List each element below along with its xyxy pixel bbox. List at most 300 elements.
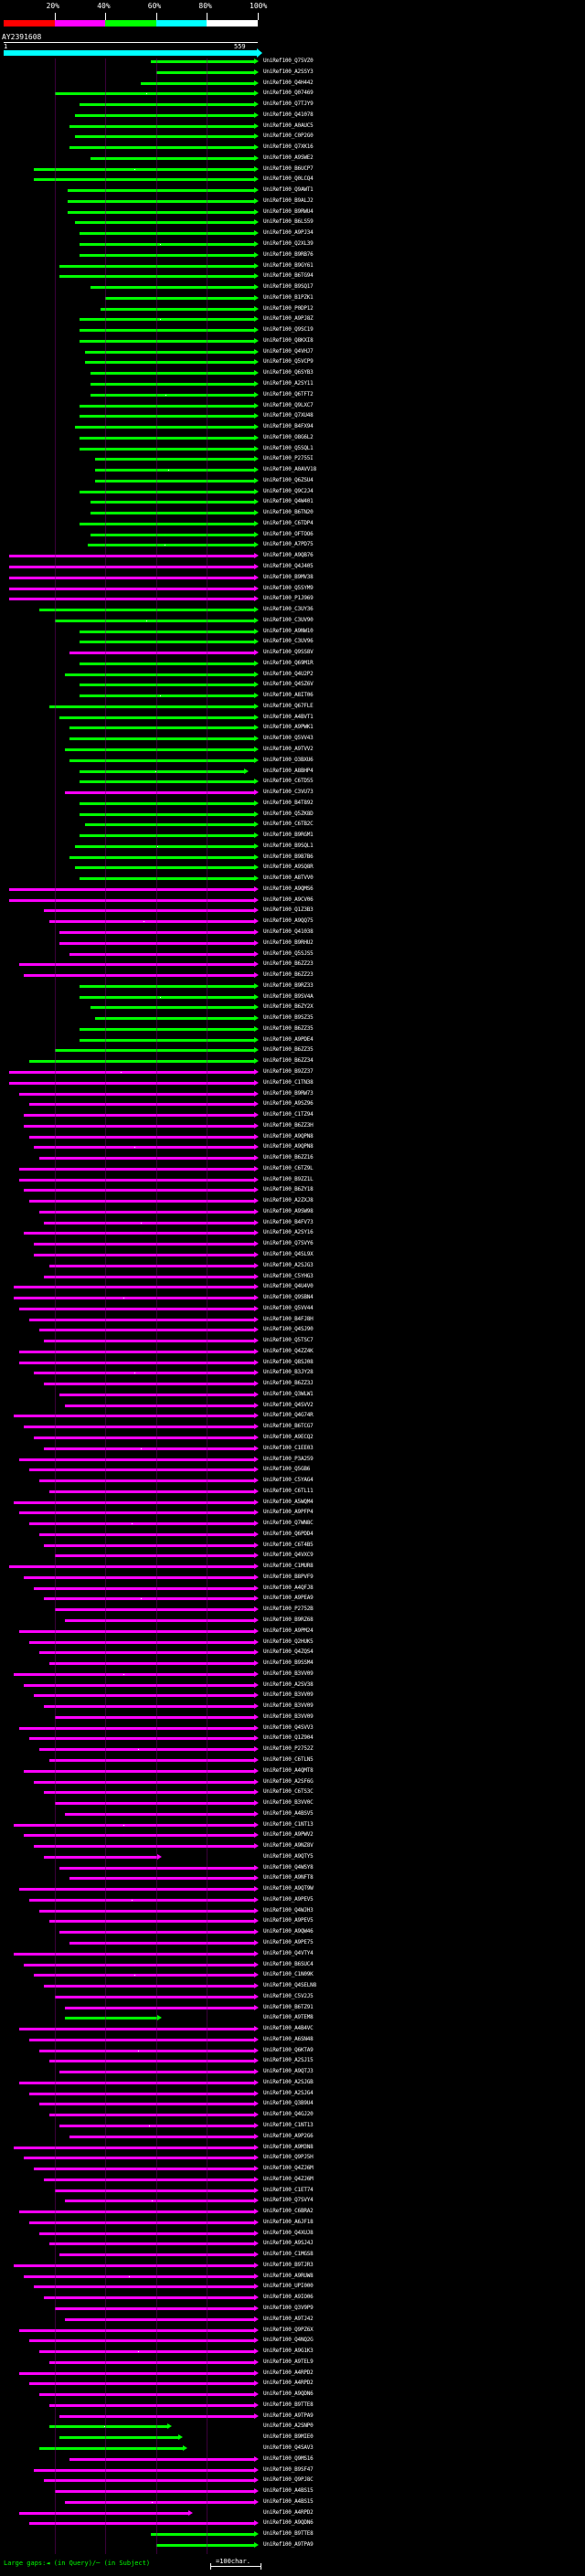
alignment-bar[interactable]: [49, 1759, 254, 1762]
hit-label[interactable]: UniRef100_C1NT13: [263, 2122, 314, 2128]
alignment-bar[interactable]: [24, 1834, 254, 1837]
hit-label[interactable]: UniRef100_B9B7B6: [263, 853, 314, 860]
hit-label[interactable]: UniRef100_A9QPN8: [263, 1143, 314, 1150]
alignment-bar[interactable]: [24, 1684, 254, 1687]
hit-label[interactable]: UniRef100_Q5VCP9: [263, 358, 314, 366]
alignment-bar[interactable]: [55, 620, 254, 622]
alignment-bar[interactable]: [55, 1996, 254, 1998]
hit-label[interactable]: UniRef100_B6ZZ34: [263, 1057, 314, 1065]
hit-label[interactable]: UniRef100_A0AUC5: [263, 122, 314, 129]
hit-label[interactable]: UniRef100_P2752B: [263, 1606, 314, 1613]
alignment-bar[interactable]: [69, 2136, 254, 2138]
alignment-bar[interactable]: [29, 2093, 254, 2095]
hit-label[interactable]: UniRef100_Q5SYM9: [263, 584, 314, 591]
alignment-bar[interactable]: [65, 791, 254, 794]
hit-label[interactable]: UniRef100_B6ZZ3J: [263, 1380, 314, 1387]
hit-label[interactable]: UniRef100_P2752Z: [263, 1745, 314, 1753]
alignment-bar[interactable]: [39, 2050, 254, 2052]
hit-label[interactable]: UniRef100_B9TTE8: [263, 2530, 314, 2538]
hit-label[interactable]: UniRef100_A9TEL9: [263, 2358, 314, 2365]
alignment-bar[interactable]: [9, 1082, 254, 1085]
alignment-bar[interactable]: [19, 2512, 188, 2515]
hit-label[interactable]: UniRef100_Q4VHJ7: [263, 347, 314, 355]
alignment-bar[interactable]: [69, 125, 254, 128]
alignment-bar[interactable]: [49, 1490, 254, 1493]
alignment-bar[interactable]: [90, 157, 254, 160]
alignment-bar[interactable]: [69, 759, 254, 762]
hit-label[interactable]: UniRef100_A9SJ4J: [263, 2240, 314, 2247]
hit-label[interactable]: UniRef100_Q6ZSU4: [263, 476, 314, 483]
hit-label[interactable]: UniRef100_B6ZZ23: [263, 960, 314, 968]
alignment-bar[interactable]: [29, 2039, 254, 2041]
hit-label[interactable]: UniRef100_Q4ZJ6M: [263, 2165, 314, 2172]
hit-label[interactable]: UniRef100_Q0LCQ4: [263, 175, 314, 183]
alignment-bar[interactable]: [65, 1619, 254, 1622]
hit-label[interactable]: UniRef100_Q9LXC7: [263, 401, 314, 408]
hit-label[interactable]: UniRef100_B9RW73: [263, 1089, 314, 1097]
alignment-bar[interactable]: [49, 2114, 254, 2116]
alignment-bar[interactable]: [49, 705, 254, 708]
alignment-bar[interactable]: [55, 1716, 254, 1719]
alignment-bar[interactable]: [65, 2501, 254, 2504]
hit-label[interactable]: UniRef100_Q4GJ20: [263, 2111, 314, 2118]
hit-label[interactable]: UniRef100_Q4SAV3: [263, 2443, 314, 2451]
hit-label[interactable]: UniRef100_C3VU73: [263, 789, 314, 796]
hit-label[interactable]: UniRef100_Q7SVY6: [263, 1240, 314, 1247]
alignment-bar[interactable]: [34, 1974, 254, 1977]
hit-label[interactable]: UniRef100_A2SF6G: [263, 1777, 314, 1785]
alignment-bar[interactable]: [14, 1297, 254, 1299]
hit-label[interactable]: UniRef100_B6SUC4: [263, 1960, 314, 1967]
hit-label[interactable]: UniRef100_A6JF18: [263, 2218, 314, 2225]
hit-label[interactable]: UniRef100_A9TPA9: [263, 2412, 314, 2419]
alignment-bar[interactable]: [9, 588, 254, 590]
hit-label[interactable]: UniRef100_Q5VV44: [263, 1304, 314, 1311]
alignment-bar[interactable]: [29, 1641, 254, 1644]
hit-label[interactable]: UniRef100_Q5ZK8D: [263, 810, 314, 817]
hit-label[interactable]: UniRef100_B6TG94: [263, 272, 314, 280]
hit-label[interactable]: UniRef100_Q69M1R: [263, 659, 314, 666]
hit-label[interactable]: UniRef100_A4RPD2: [263, 2380, 314, 2387]
hit-label[interactable]: UniRef100_A8BHP4: [263, 767, 314, 774]
alignment-bar[interactable]: [65, 748, 254, 751]
hit-label[interactable]: UniRef100_Q3B9U4: [263, 2100, 314, 2107]
alignment-bar[interactable]: [14, 1501, 254, 1504]
hit-label[interactable]: UniRef100_C3UV90: [263, 616, 314, 623]
alignment-bar[interactable]: [24, 2275, 254, 2278]
hit-label[interactable]: UniRef100_B3VV0C: [263, 1799, 314, 1807]
hit-label[interactable]: UniRef100_B9SZ35: [263, 1014, 314, 1022]
alignment-bar[interactable]: [65, 2007, 254, 2009]
hit-label[interactable]: UniRef100_A9PFP4: [263, 1509, 314, 1516]
alignment-bar[interactable]: [65, 1405, 254, 1407]
alignment-bar[interactable]: [101, 308, 254, 311]
hit-label[interactable]: UniRef100_B6ZY2X: [263, 1003, 314, 1011]
alignment-bar[interactable]: [105, 297, 254, 300]
alignment-bar[interactable]: [44, 1222, 254, 1224]
hit-label[interactable]: UniRef100_A2SJGB: [263, 2078, 314, 2085]
hit-label[interactable]: UniRef100_Q5SQL1: [263, 444, 314, 451]
alignment-bar[interactable]: [44, 2479, 254, 2482]
hit-label[interactable]: UniRef100_A8IT06: [263, 692, 314, 699]
hit-label[interactable]: UniRef100_Q9C2J4: [263, 487, 314, 494]
hit-label[interactable]: UniRef100_C5V2J5: [263, 1992, 314, 1999]
hit-label[interactable]: UniRef100_Q4J405: [263, 562, 314, 569]
hit-label[interactable]: UniRef100_A2SV38: [263, 1680, 314, 1688]
alignment-bar[interactable]: [34, 2469, 254, 2472]
alignment-bar[interactable]: [34, 2285, 254, 2288]
alignment-bar[interactable]: [44, 1791, 254, 1794]
hit-label[interactable]: UniRef100_B6TCG7: [263, 1423, 314, 1430]
hit-label[interactable]: UniRef100_C5YAG4: [263, 1477, 314, 1484]
alignment-bar[interactable]: [65, 1813, 254, 1816]
hit-label[interactable]: UniRef100_Q4U4V0: [263, 1283, 314, 1290]
hit-label[interactable]: UniRef100_Q4W401: [263, 498, 314, 505]
alignment-bar[interactable]: [90, 512, 254, 514]
hit-label[interactable]: UniRef100_A2SJ15: [263, 2057, 314, 2064]
alignment-bar[interactable]: [49, 1265, 254, 1267]
hit-label[interactable]: UniRef100_Q8SJ08: [263, 1358, 314, 1365]
hit-label[interactable]: UniRef100_A9SW98: [263, 1207, 314, 1214]
alignment-bar[interactable]: [29, 1522, 254, 1525]
hit-label[interactable]: UniRef100_Q7XK16: [263, 143, 314, 151]
hit-label[interactable]: UniRef100_C6TS3C: [263, 1788, 314, 1796]
alignment-bar[interactable]: [95, 1017, 254, 1020]
alignment-bar[interactable]: [69, 1942, 254, 1945]
alignment-bar[interactable]: [29, 1103, 254, 1106]
hit-label[interactable]: UniRef100_Q8KXI8: [263, 336, 314, 344]
hit-label[interactable]: UniRef100_Q5SJS5: [263, 949, 314, 957]
alignment-bar[interactable]: [75, 221, 254, 224]
hit-label[interactable]: UniRef100_C1EE03: [263, 1444, 314, 1451]
hit-label[interactable]: UniRef100_A4BS15: [263, 2487, 314, 2495]
hit-label[interactable]: UniRef100_A9QPN8: [263, 1132, 314, 1140]
alignment-bar[interactable]: [29, 2339, 254, 2342]
alignment-bar[interactable]: [95, 469, 254, 472]
hit-label[interactable]: UniRef100_B9SSM4: [263, 1659, 314, 1667]
hit-label[interactable]: UniRef100_Q4G74R: [263, 1412, 314, 1419]
alignment-bar[interactable]: [69, 737, 254, 740]
alignment-bar[interactable]: [59, 2436, 177, 2439]
hit-label[interactable]: UniRef100_B4FV73: [263, 1218, 314, 1225]
hit-label[interactable]: UniRef100_Q4H442: [263, 79, 314, 86]
hit-row[interactable]: [0, 2542, 585, 2553]
alignment-bar[interactable]: [90, 372, 254, 375]
alignment-bar[interactable]: [24, 974, 254, 977]
alignment-bar[interactable]: [24, 1576, 254, 1579]
hit-label[interactable]: UniRef100_C6TZ9L: [263, 1164, 314, 1171]
alignment-bar[interactable]: [14, 2147, 254, 2149]
alignment-bar[interactable]: [39, 1651, 254, 1654]
hit-label[interactable]: UniRef100_B9SF47: [263, 2465, 314, 2473]
hit-label[interactable]: UniRef100_B3VV09: [263, 1691, 314, 1699]
hit-label[interactable]: UniRef100_B9MV38: [263, 573, 314, 580]
hit-label[interactable]: UniRef100_C0P2G0: [263, 133, 314, 140]
alignment-bar[interactable]: [34, 1781, 254, 1784]
alignment-bar[interactable]: [55, 1554, 254, 1557]
hit-label[interactable]: UniRef100_B9GY61: [263, 261, 314, 269]
hit-label[interactable]: UniRef100_C6TB2C: [263, 821, 314, 828]
hit-label[interactable]: UniRef100_B9RHU2: [263, 938, 314, 946]
hit-label[interactable]: UniRef100_Q4WJH3: [263, 1906, 314, 1913]
alignment-bar[interactable]: [49, 920, 254, 923]
alignment-bar[interactable]: [29, 1319, 254, 1321]
alignment-bar[interactable]: [75, 135, 254, 138]
hit-label[interactable]: UniRef100_A9PEV5: [263, 1895, 314, 1903]
hit-label[interactable]: UniRef100_A5WQM4: [263, 1498, 314, 1505]
alignment-bar[interactable]: [24, 1189, 254, 1192]
hit-label[interactable]: UniRef100_A2SSY3: [263, 68, 314, 75]
hit-label[interactable]: UniRef100_A9G1K3: [263, 2348, 314, 2355]
hit-label[interactable]: UniRef100_Q4WSY8: [263, 1863, 314, 1871]
hit-label[interactable]: UniRef100_Q4SJ90: [263, 1326, 314, 1333]
alignment-bar[interactable]: [9, 598, 254, 600]
alignment-bar[interactable]: [29, 1200, 254, 1203]
hit-label[interactable]: UniRef100_Q4ZZ4K: [263, 1347, 314, 1354]
hit-label[interactable]: UniRef100_A9PDE4: [263, 1035, 314, 1043]
alignment-bar[interactable]: [49, 2425, 167, 2428]
hit-label[interactable]: UniRef100_B6TZ91: [263, 2003, 314, 2010]
hit-label[interactable]: UniRef100_Q41038: [263, 928, 314, 936]
hit-label[interactable]: UniRef100_A2SY16: [263, 1229, 314, 1236]
hit-label[interactable]: UniRef100_A9NW10: [263, 627, 314, 634]
alignment-bar[interactable]: [68, 200, 255, 203]
hit-label[interactable]: UniRef100_B9ZZ37: [263, 1067, 314, 1075]
alignment-bar[interactable]: [49, 2060, 254, 2062]
alignment-bar[interactable]: [9, 899, 254, 902]
hit-label[interactable]: UniRef100_A2SY11: [263, 379, 314, 387]
alignment-bar[interactable]: [39, 1479, 254, 1482]
hit-label[interactable]: UniRef100_A2ZXJ8: [263, 1197, 314, 1204]
alignment-bar[interactable]: [24, 1125, 254, 1128]
hit-label[interactable]: UniRef100_Q4VTY4: [263, 1949, 314, 1956]
hit-label[interactable]: UniRef100_Q9AWT1: [263, 186, 314, 194]
hit-label[interactable]: UniRef100_A4BVT1: [263, 713, 314, 720]
hit-label[interactable]: UniRef100_Q41078: [263, 111, 314, 118]
hit-label[interactable]: UniRef100_Q67FLE: [263, 702, 314, 709]
alignment-bar[interactable]: [39, 2232, 254, 2235]
hit-label[interactable]: UniRef100_Q7WN8C: [263, 1520, 314, 1527]
hit-label[interactable]: UniRef100_B9RZ68: [263, 1617, 314, 1624]
hit-label[interactable]: UniRef100_B4FX94: [263, 423, 314, 430]
alignment-bar[interactable]: [65, 2200, 254, 2202]
hit-label[interactable]: UniRef100_Q7XU48: [263, 412, 314, 419]
alignment-bar[interactable]: [85, 823, 254, 826]
hit-label[interactable]: UniRef100_Q4NQ2G: [263, 2337, 314, 2344]
alignment-bar[interactable]: [14, 1415, 254, 1417]
hit-label[interactable]: UniRef100_A9TVV2: [263, 746, 314, 752]
hit-label[interactable]: UniRef100_C1N09K: [263, 1971, 314, 1978]
alignment-bar[interactable]: [65, 673, 254, 676]
alignment-bar[interactable]: [14, 2264, 254, 2267]
hit-label[interactable]: UniRef100_Q7SVY4: [263, 2197, 314, 2204]
alignment-bar[interactable]: [34, 1243, 254, 1246]
hit-label[interactable]: UniRef100_A2SNP0: [263, 2422, 314, 2430]
hit-label[interactable]: UniRef100_Q6TFT2: [263, 390, 314, 398]
alignment-bar[interactable]: [29, 1737, 254, 1740]
alignment-bar[interactable]: [68, 189, 255, 192]
hit-label[interactable]: UniRef100_C1TZ94: [263, 1111, 314, 1118]
alignment-bar[interactable]: [34, 1254, 254, 1256]
hit-label[interactable]: UniRef100_C1NT13: [263, 1820, 314, 1828]
hit-label[interactable]: UniRef100_A9SQ8R: [263, 864, 314, 871]
hit-label[interactable]: UniRef100_Q5VV43: [263, 735, 314, 742]
hit-label[interactable]: UniRef100_A9QTY5: [263, 1852, 314, 1860]
alignment-bar[interactable]: [75, 866, 254, 869]
hit-label[interactable]: UniRef100_B6ZY18: [263, 1186, 314, 1193]
alignment-bar[interactable]: [39, 609, 254, 611]
hit-label[interactable]: UniRef100_B6ZZ35: [263, 1024, 314, 1032]
hit-label[interactable]: UniRef100_A9QDN6: [263, 2390, 314, 2398]
hit-label[interactable]: UniRef100_C6TL11: [263, 1487, 314, 1494]
hit-label[interactable]: UniRef100_B4FJ8H: [263, 1315, 314, 1322]
alignment-bar[interactable]: [39, 1329, 254, 1331]
alignment-bar[interactable]: [44, 1447, 254, 1450]
hit-label[interactable]: UniRef100_A9NZ8V: [263, 1842, 314, 1850]
alignment-bar[interactable]: [44, 1383, 254, 1385]
hit-label[interactable]: UniRef100_O3BXU6: [263, 756, 314, 763]
hit-label[interactable]: UniRef100_Q4SELN8: [263, 1982, 317, 1989]
hit-label[interactable]: UniRef100_A9QMS6: [263, 885, 314, 892]
hit-label[interactable]: UniRef100_B4T892: [263, 799, 314, 806]
alignment-bar[interactable]: [9, 1565, 254, 1568]
hit-label[interactable]: UniRef100_A4QMT8: [263, 1766, 314, 1774]
alignment-bar[interactable]: [39, 2393, 254, 2396]
alignment-bar[interactable]: [151, 60, 254, 63]
hit-label[interactable]: UniRef100_A4BS15: [263, 2497, 314, 2505]
alignment-bar[interactable]: [34, 1372, 254, 1374]
alignment-bar[interactable]: [90, 394, 254, 397]
hit-label[interactable]: UniRef100_Q1Z3B3: [263, 906, 314, 914]
alignment-bar[interactable]: [44, 1597, 254, 1600]
hit-label[interactable]: UniRef100_C6T4B5: [263, 1541, 314, 1548]
alignment-bar[interactable]: [29, 1060, 254, 1063]
hit-label[interactable]: UniRef100_A4B4VC: [263, 2025, 314, 2032]
hit-label[interactable]: UniRef100_Q9PZ6X: [263, 2326, 314, 2333]
hit-label[interactable]: UniRef100_A9QT9W: [263, 1885, 314, 1892]
hit-label[interactable]: UniRef100_B6LS59: [263, 218, 314, 226]
alignment-bar[interactable]: [24, 1232, 254, 1235]
hit-label[interactable]: UniRef100_A8TVV0: [263, 875, 314, 882]
hit-label[interactable]: UniRef100_A9CV06: [263, 896, 314, 903]
alignment-bar[interactable]: [95, 458, 254, 461]
alignment-bar[interactable]: [44, 1985, 254, 1988]
hit-label[interactable]: UniRef100_A9QQ75: [263, 917, 314, 925]
hit-label[interactable]: UniRef100_A9NFT8: [263, 1874, 314, 1882]
hit-label[interactable]: UniRef100_Q4SVV3: [263, 1723, 314, 1731]
hit-label[interactable]: UniRef100_Q9MS16: [263, 2454, 314, 2462]
alignment-bar[interactable]: [24, 2157, 254, 2159]
alignment-bar[interactable]: [141, 82, 254, 85]
alignment-bar[interactable]: [29, 2382, 254, 2385]
hit-label[interactable]: UniRef100_C6TLN5: [263, 1755, 314, 1763]
hit-label[interactable]: UniRef100_B6ZZ23: [263, 971, 314, 979]
hit-label[interactable]: UniRef100_B9RGM1: [263, 832, 314, 839]
hit-label[interactable]: UniRef100_Q2XL39: [263, 240, 314, 248]
hit-label[interactable]: UniRef100_A9PJ8Z: [263, 315, 314, 323]
hit-label[interactable]: UniRef100_A9TPA9: [263, 2540, 314, 2548]
hit-label[interactable]: UniRef100_B9MIE0: [263, 2433, 314, 2441]
hit-label[interactable]: UniRef100_B6ZZ35: [263, 1046, 314, 1054]
alignment-bar[interactable]: [90, 534, 254, 536]
alignment-bar[interactable]: [85, 351, 254, 354]
hit-label[interactable]: UniRef100_Q07469: [263, 90, 314, 97]
hit-label[interactable]: UniRef100_A9IO06: [263, 2294, 314, 2301]
alignment-bar[interactable]: [85, 361, 254, 364]
hit-label[interactable]: UniRef100_A9QTJ3: [263, 2068, 314, 2075]
hit-label[interactable]: UniRef100_C1TN38: [263, 1078, 314, 1086]
hit-label[interactable]: UniRef100_B1PZK1: [263, 293, 314, 301]
hit-label[interactable]: UniRef100_B6UCP7: [263, 164, 314, 172]
alignment-bar[interactable]: [44, 909, 254, 912]
hit-label[interactable]: UniRef100_Q4U2P2: [263, 670, 314, 677]
alignment-bar[interactable]: [55, 2490, 254, 2493]
alignment-bar[interactable]: [55, 1608, 254, 1611]
alignment-bar[interactable]: [34, 178, 254, 181]
hit-label[interactable]: UniRef100_B3VV09: [263, 1670, 314, 1677]
hit-label[interactable]: UniRef100_Q9PJ8C: [263, 2476, 314, 2484]
alignment-bar[interactable]: [69, 856, 254, 859]
hit-label[interactable]: UniRef100_A9TEM8: [263, 2014, 314, 2021]
hit-label[interactable]: UniRef100_B9SV4A: [263, 992, 314, 1000]
alignment-bar[interactable]: [90, 383, 254, 386]
hit-label[interactable]: UniRef100_A9TJ42: [263, 2315, 314, 2322]
hit-label[interactable]: UniRef100_OFTOO6: [263, 530, 314, 537]
alignment-bar[interactable]: [65, 2318, 254, 2321]
alignment-bar[interactable]: [69, 146, 254, 149]
hit-label[interactable]: UniRef100_Q4SZ6V: [263, 681, 314, 688]
alignment-bar[interactable]: [24, 1426, 254, 1428]
alignment-bar[interactable]: [34, 1694, 254, 1697]
hit-label[interactable]: UniRef100_B9SQ17: [263, 283, 314, 291]
alignment-bar[interactable]: [88, 544, 254, 546]
hit-label[interactable]: UniRef100_A9QB76: [263, 552, 314, 559]
alignment-bar[interactable]: [156, 2544, 254, 2547]
hit-label[interactable]: UniRef100_Q9SC19: [263, 326, 314, 334]
alignment-bar[interactable]: [69, 726, 254, 729]
hit-label[interactable]: UniRef100_Q5GB6: [263, 1466, 311, 1473]
alignment-bar[interactable]: [24, 1770, 254, 1773]
alignment-bar[interactable]: [9, 577, 254, 579]
alignment-bar[interactable]: [69, 2458, 254, 2461]
alignment-bar[interactable]: [34, 1146, 254, 1149]
hit-label[interactable]: UniRef100_C3UY36: [263, 606, 314, 613]
hit-label[interactable]: UniRef100_B9SQL1: [263, 842, 314, 849]
alignment-bar[interactable]: [9, 555, 254, 557]
hit-label[interactable]: UniRef100_C6TD55: [263, 778, 314, 785]
hit-label[interactable]: UniRef100_B9ZZ1L: [263, 1175, 314, 1182]
hit-label[interactable]: UniRef100_C6BRA2: [263, 2208, 314, 2215]
alignment-bar[interactable]: [68, 211, 255, 214]
alignment-bar[interactable]: [14, 1953, 254, 1956]
alignment-bar[interactable]: [44, 1276, 254, 1278]
alignment-bar[interactable]: [34, 1436, 254, 1439]
hit-label[interactable]: UniRef100_A9PWV2: [263, 1831, 314, 1839]
hit-label[interactable]: UniRef100_A4BSV5: [263, 1809, 314, 1817]
hit-label[interactable]: UniRef100_A9QDN6: [263, 2519, 314, 2527]
alignment-bar[interactable]: [29, 1468, 254, 1471]
alignment-bar[interactable]: [69, 652, 254, 654]
alignment-bar[interactable]: [34, 1587, 254, 1590]
hit-label[interactable]: UniRef100_Q4XUJ8: [263, 2229, 314, 2236]
alignment-bar[interactable]: [39, 2447, 183, 2450]
hit-label[interactable]: UniRef100_A9ECQ2: [263, 1434, 314, 1440]
alignment-bar[interactable]: [44, 2296, 254, 2299]
hit-label[interactable]: UniRef100_P0DP12: [263, 304, 314, 312]
hit-label[interactable]: UniRef100_B3JY28: [263, 1369, 314, 1376]
alignment-bar[interactable]: [55, 2307, 254, 2310]
hit-label[interactable]: UniRef100_A4QFJ8: [263, 1584, 314, 1591]
